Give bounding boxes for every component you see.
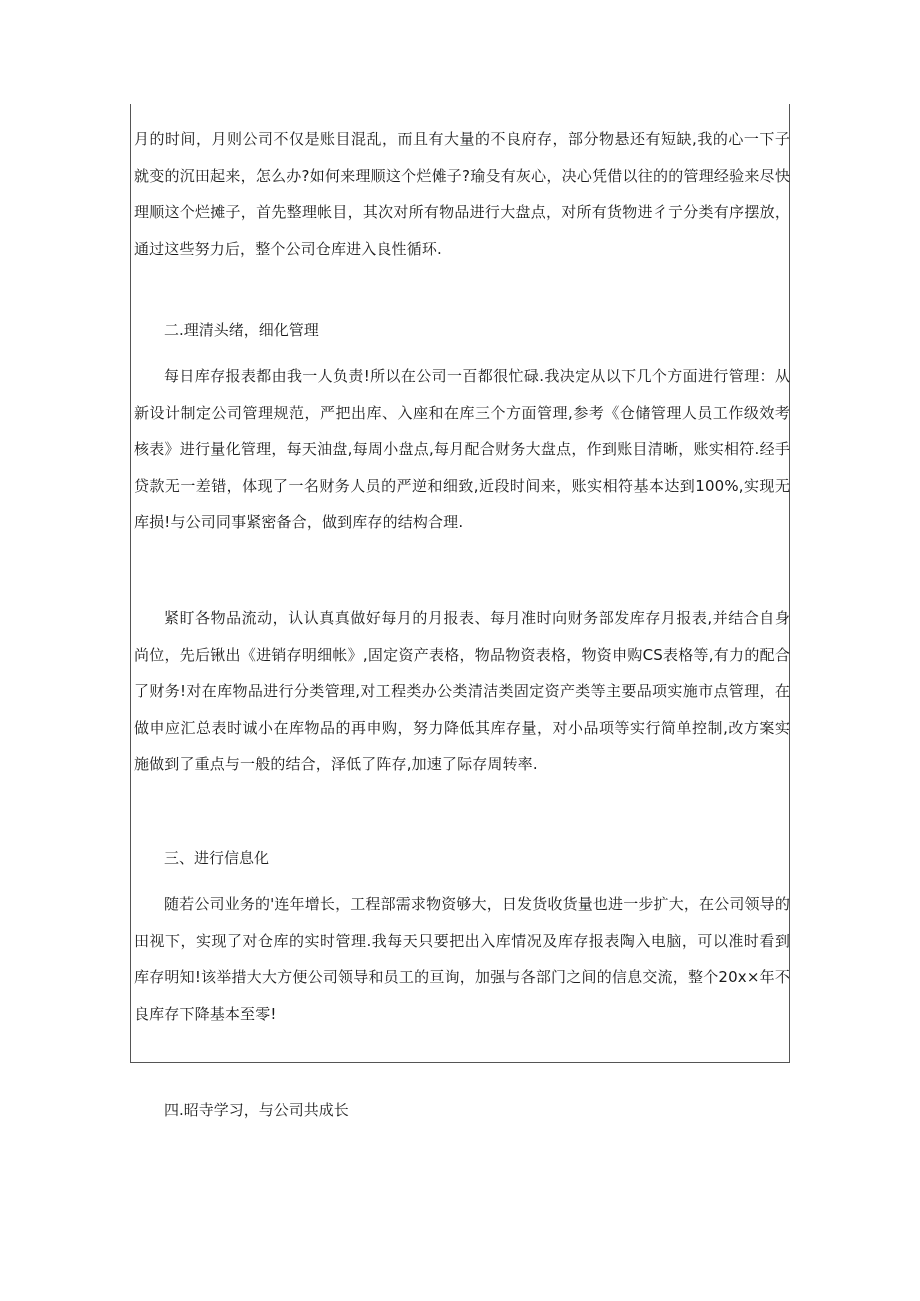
paragraph-item-flow: 紧盯各物品流动，认认真真做好每月的月报表、每月准时向财务部发库存月报表,并结合自身尚位，先后锹出《进销存明细帐》,固定资产表格，物品物资表格，物资申购CS表格等,有力的配合了财务!对在库物品进行分类管理,对工程类办公类清洁类固定资产类等主要品项实施市点管理，在做申应汇总表时诚小在库物品的再申购，努力降低其库存量，对小品项等实行简单控制,改方案实施做到了重点与一般的结合，泽低了阵存,加速了际存周转率. [134, 609, 790, 773]
paragraph-informatization: 随若公司业务的'连年增长，工程部需求物资够大，日发货收货量也进一步扩大，在公司领导的田视下，实现了对仓库的实时管理.我每天只要把出入库情况及库存报表陶入电脑，可以准时看到库存明知!该举措大大方便公司领导和员工的亘询，加强与各部门之间的信息交流，整个20x×年不良库存下降基本至零! [134, 895, 790, 1023]
section-heading-2: 二.理清头绪，细化管理 [164, 321, 319, 339]
paragraph-inventory-cleanup: 月的时间，月则公司不仅是账目混乱，而且有大量的不良府存，部分物悬还有短缺,我的心一下子就变的沉田起来，怎么办?如何来理顺这个烂傩子?瑜殳有灰心，决心凭借以往的的管理经验来尽快理顺这个烂摊子，首先整理帐目，其次对所有物品进行大盘点，对所有货物进彳亍分类有序摆放，通过这些努力后，整个公司仓库进入良性循环. [134, 130, 790, 258]
section-heading-4: 四.昭寺学习，与公司共成长 [164, 1101, 349, 1119]
section-heading-3: 三、进行信息化 [164, 849, 270, 867]
paragraph-daily-management: 每日库存报表都由我一人负责!所以在公司一百都很忙碌.我决定从以下几个方面进行管理：从新设计制定公司管理规范，严把出库、入座和在库三个方面管理,参考《仓储管理人员工作级效考核表》进行量化管理，每天油盘,每周小盘点,每月配合财务大盘点，作到账目清晰，账实相符.经手贷款无一差错，体现了一名财务人员的严逆和细致,近段时间来，账实相符基本达到100%,实现无库损!与公司同事紧密备合，做到库存的结构合理. [134, 367, 790, 531]
